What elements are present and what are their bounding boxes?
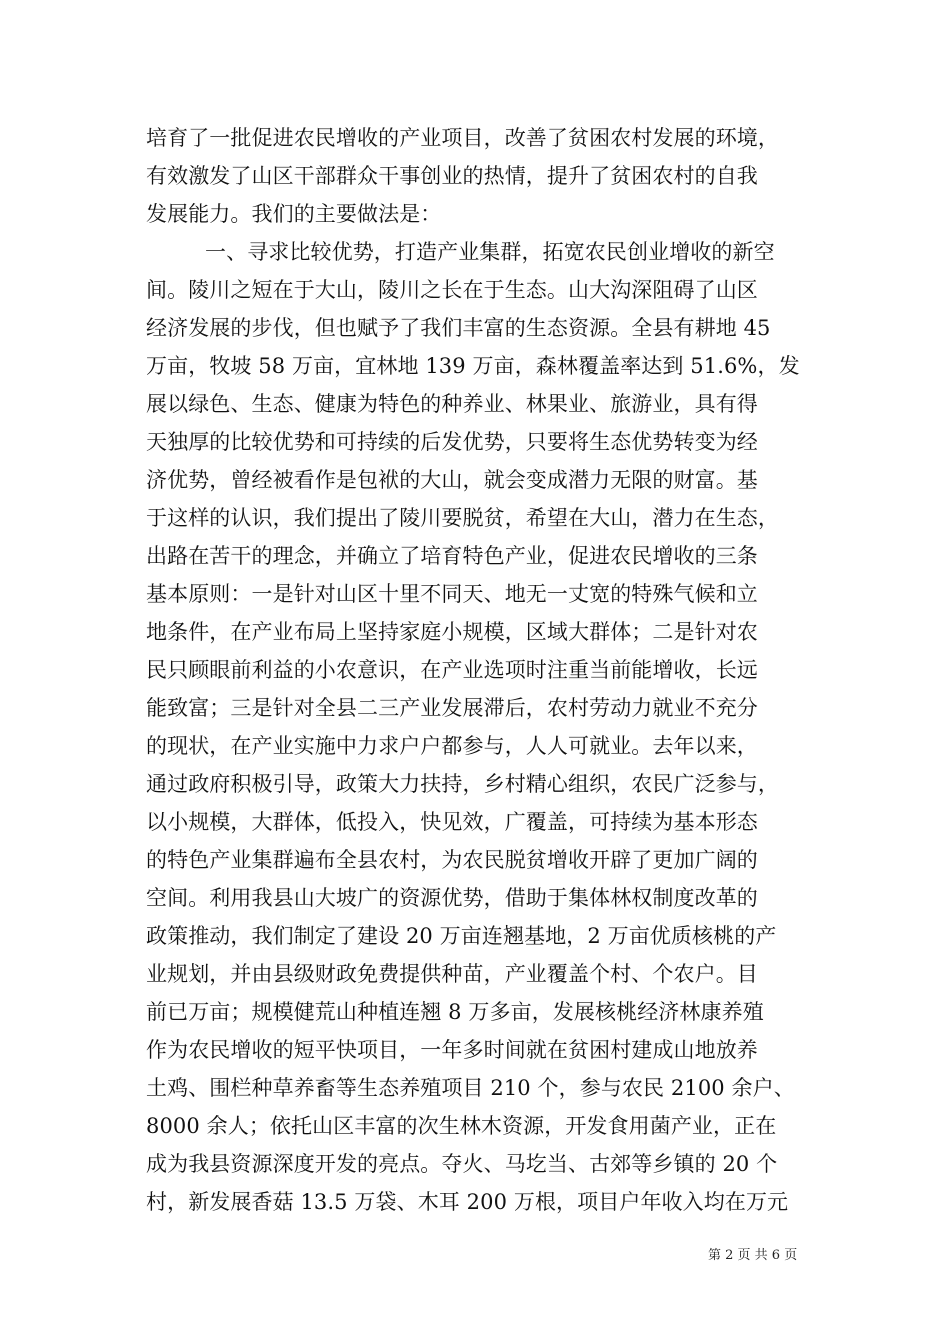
text-line: 以小规模，大群体，低投入，快见效，广覆盖，可持续为基本形态 [146,810,758,834]
text-line: 出路在苦干的理念，并确立了培育特色产业，促进农民增收的三条 [146,544,758,568]
text-line: 的现状，在产业实施中力求户户都参与，人人可就业。去年以来， [146,734,758,758]
text-line: 前已万亩；规模健荒山种植连翘 8 万多亩，发展核桃经济林康养殖 [146,1000,764,1024]
text-line: 经济发展的步伐，但也赋予了我们丰富的生态资源。全县有耕地 45 [146,316,771,340]
text-line: 间。陵川之短在于大山，陵川之长在于生态。山大沟深阻碍了山区 [146,278,758,302]
text-line: 作为农民增收的短平快项目，一年多时间就在贫困村建成山地放养 [146,1038,758,1062]
paragraph-first-line: 一、寻求比较优势，打造产业集群，拓宽农民创业增收的新空 [205,240,775,264]
page-number-footer: 第 2 页 共 6 页 [708,1248,798,1263]
text-line: 政策推动，我们制定了建设 20 万亩连翘基地，2 万亩优质核桃的产 [146,924,777,948]
text-line: 展以绿色、生态、健康为特色的种养业、林果业、旅游业，具有得 [146,392,758,416]
text-line: 村，新发展香菇 13.5 万袋、木耳 200 万根，项目户年收入均在万元 [146,1190,789,1214]
text-line: 于这样的认识，我们提出了陵川要脱贫，希望在大山，潜力在生态， [146,506,779,530]
text-line: 基本原则：一是针对山区十里不同天、地无一丈宽的特殊气候和立 [146,582,758,606]
text-line: 8000 余人；依托山区丰富的次生林木资源，开发食用菌产业，正在 [146,1114,777,1138]
text-line: 民只顾眼前利益的小农意识，在产业选项时注重当前能增收，长远 [146,658,758,682]
text-line: 成为我县资源深度开发的亮点。夺火、马圪当、古郊等乡镇的 20 个 [146,1152,778,1176]
text-line: 发展能力。我们的主要做法是： [146,202,442,226]
text-line: 土鸡、围栏种草养畜等生态养殖项目 210 个，参与农民 2100 余户、 [146,1076,795,1100]
text-line: 天独厚的比较优势和可持续的后发优势，只要将生态优势转变为经 [146,430,758,454]
text-line: 能致富；三是针对全县二三产业发展滞后，农村劳动力就业不充分 [146,696,758,720]
text-line: 通过政府积极引导，政策大力扶持，乡村精心组织，农民广泛参与， [146,772,779,796]
text-line: 培育了一批促进农民增收的产业项目，改善了贫困农村发展的环境， [146,126,779,150]
text-line: 万亩，牧坡 58 万亩，宜林地 139 万亩，森林覆盖率达到 51.6%，发 [146,354,800,378]
text-line: 的特色产业集群遍布全县农村，为农民脱贫增收开辟了更加广阔的 [146,848,758,872]
text-line: 业规划，并由县级财政免费提供种苗，产业覆盖个村、个农户。目 [146,962,758,986]
text-line: 有效激发了山区干部群众干事创业的热情，提升了贫困农村的自我 [146,164,758,188]
text-line: 济优势，曾经被看作是包袱的大山，就会变成潜力无限的财富。基 [146,468,758,492]
text-line: 空间。利用我县山大坡广的资源优势，借助于集体林权制度改革的 [146,886,758,910]
text-line: 地条件，在产业布局上坚持家庭小规模，区域大群体；二是针对农 [146,620,758,644]
